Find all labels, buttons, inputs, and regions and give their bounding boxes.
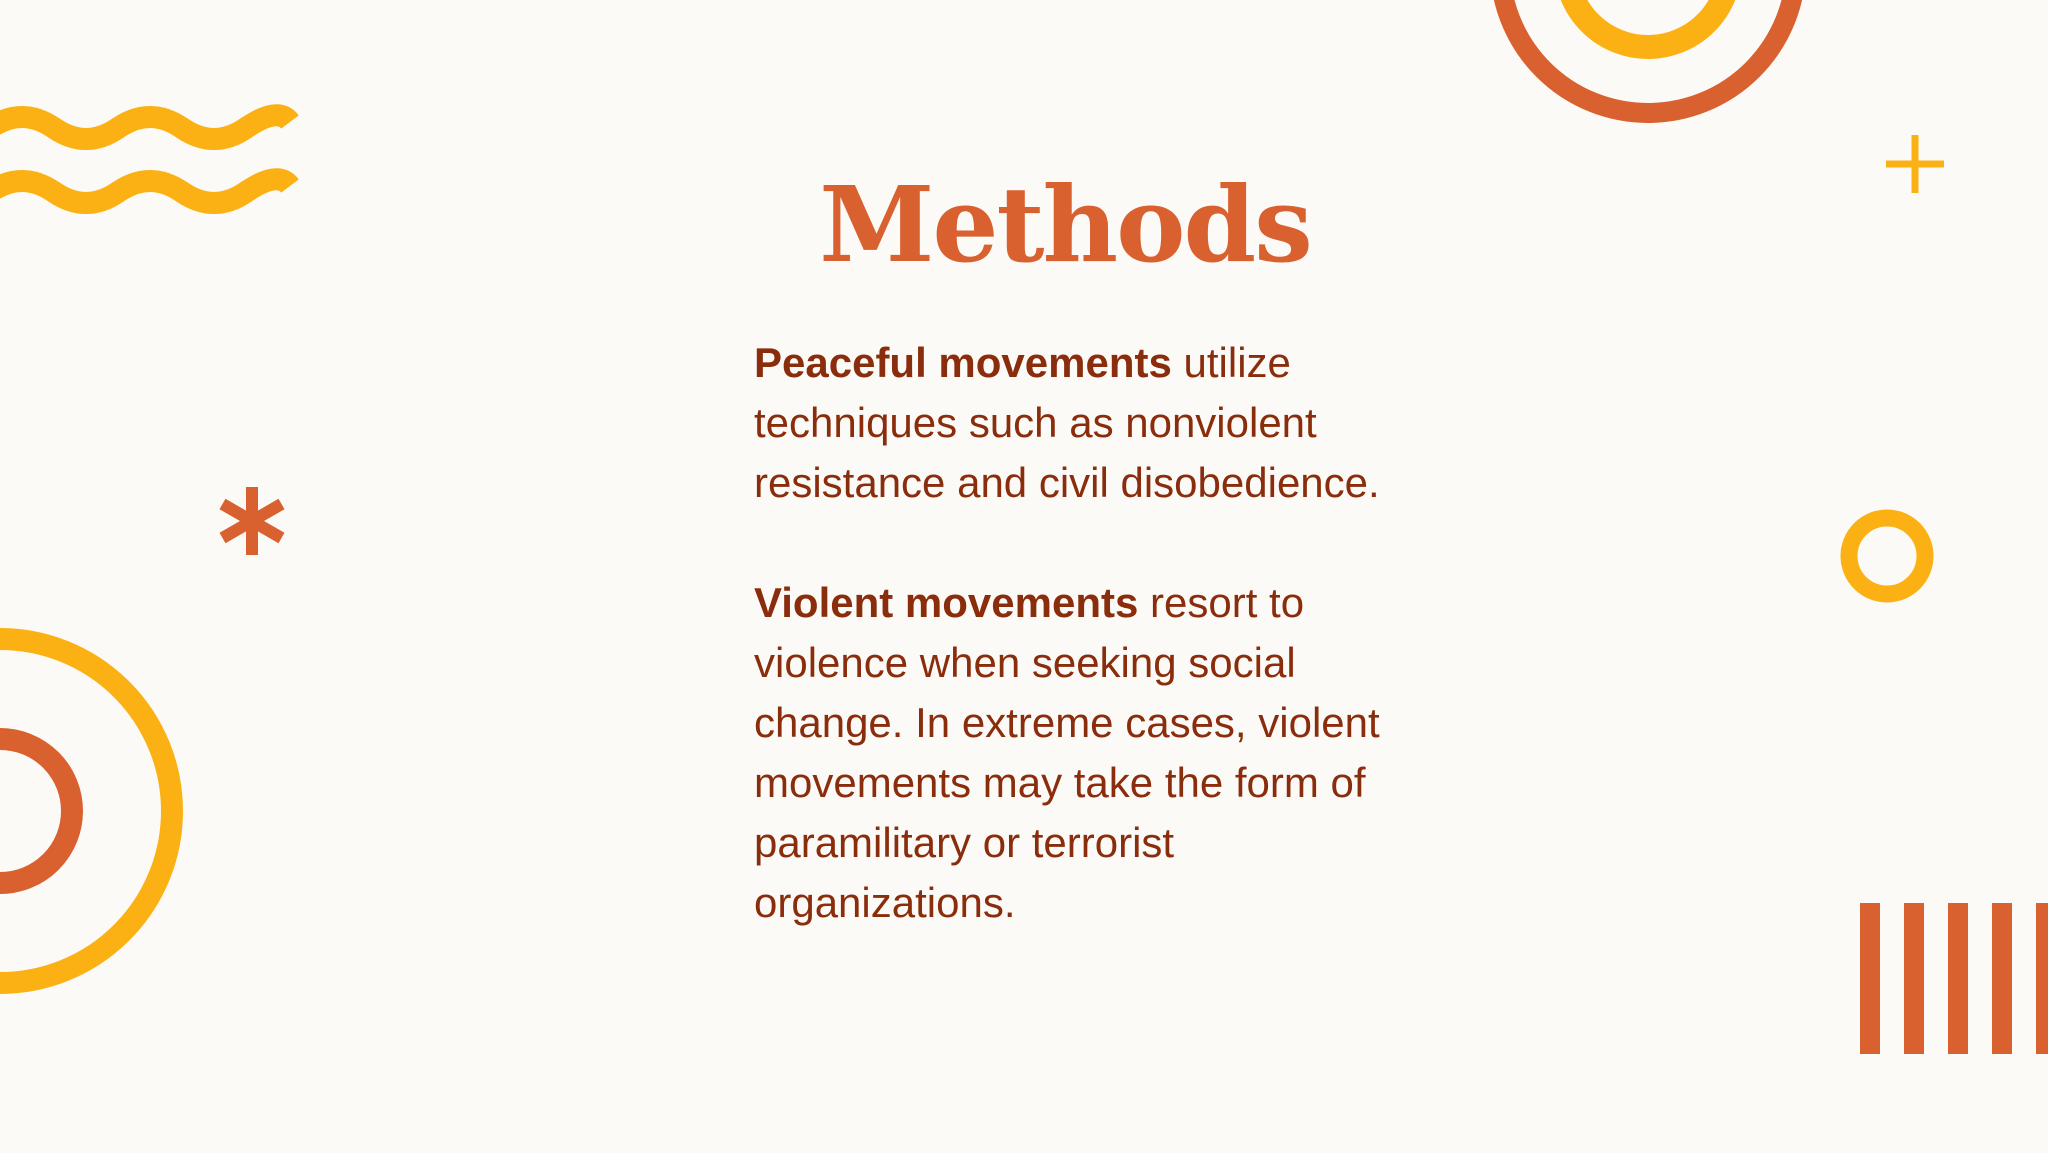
asterisk-icon bbox=[223, 487, 282, 555]
slide-title: Methods bbox=[819, 163, 1311, 286]
paragraph-peaceful bbox=[754, 333, 1414, 513]
concentric-rings-top-icon bbox=[1500, 0, 1796, 113]
slide-body bbox=[754, 333, 1414, 933]
concentric-rings-bottom-icon bbox=[0, 639, 172, 983]
peaceful-lead: Peaceful movements bbox=[754, 339, 1172, 386]
ring-icon bbox=[1849, 518, 1925, 594]
peaceful-text: utilize techniques such as nonviolent resistance and civil disobedience. bbox=[754, 339, 1380, 506]
paragraph-violent bbox=[754, 573, 1414, 933]
violent-lead: Violent movements bbox=[754, 579, 1139, 626]
vertical-bars-icon bbox=[1860, 903, 2048, 1054]
violent-text: resort to violence when seeking social change. In extreme cases, violent movements may take the form of paramilitary or terrorist organizations. bbox=[754, 579, 1380, 926]
